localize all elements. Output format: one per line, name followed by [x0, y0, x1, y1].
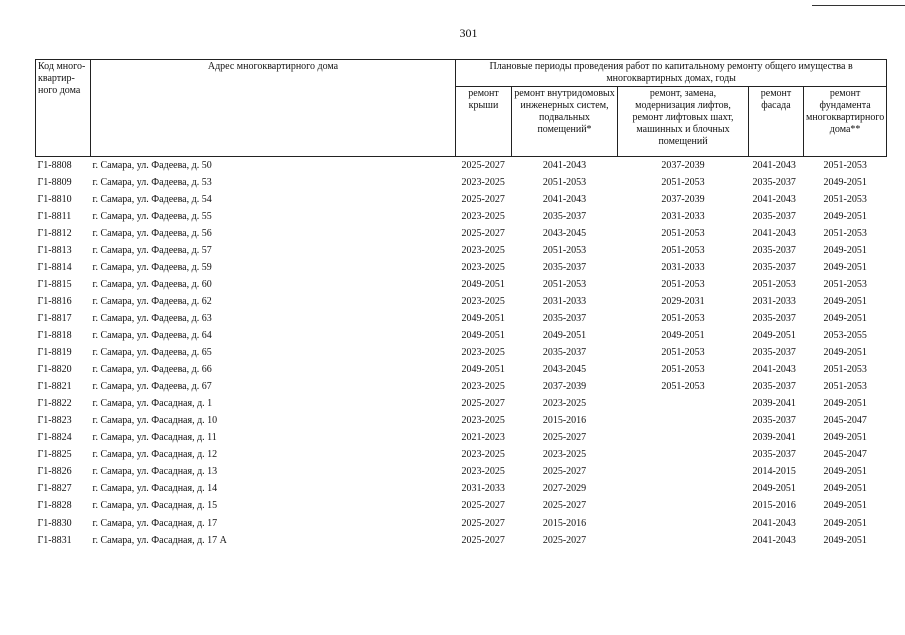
- cell-lift: 2029-2031: [661, 295, 705, 307]
- cell-engineering: 2015-2016: [542, 415, 587, 427]
- cell-engineering: 2023-2025: [542, 449, 587, 461]
- table-row: [36, 413, 887, 430]
- cell-code: Г1-8831: [37, 534, 72, 546]
- repair-schedule-table: [35, 59, 887, 549]
- cell-address: г. Самара, ул. Фадеева, д. 63: [92, 312, 212, 324]
- table-row: [36, 310, 887, 327]
- cell-address: г. Самара, ул. Фасадная, д. 10: [92, 415, 218, 427]
- cell-address: г. Самара, ул. Фасадная, д. 14: [92, 483, 218, 495]
- cell-roof: 2023-2025: [461, 295, 505, 307]
- cell-foundation: 2051-2053: [823, 159, 867, 171]
- cell-lift: [618, 413, 749, 430]
- cell-foundation: 2051-2053: [823, 193, 867, 205]
- cell-engineering: 2049-2051: [542, 329, 587, 341]
- cell-lift: 2051-2053: [661, 364, 705, 376]
- cell-lift: [618, 498, 749, 515]
- cell-lift: 2037-2039: [661, 159, 705, 171]
- cell-foundation: 2049-2051: [823, 261, 867, 273]
- cell-facade: 2041-2043: [752, 193, 796, 205]
- cell-facade: 2035-2037: [752, 381, 796, 393]
- cell-engineering: 2027-2029: [542, 483, 587, 495]
- cell-code: Г1-8830: [37, 517, 72, 529]
- cell-roof: 2021-2023: [461, 432, 505, 444]
- cell-address: г. Самара, ул. Фадеева, д. 56: [92, 227, 212, 239]
- cell-code: Г1-8822: [37, 398, 72, 410]
- cell-roof: 2023-2025: [461, 210, 505, 222]
- cell-engineering: 2025-2027: [542, 500, 587, 512]
- cell-address: г. Самара, ул. Фасадная, д. 17 А: [92, 534, 227, 546]
- cell-engineering: 2041-2043: [542, 193, 587, 205]
- cell-facade: 2041-2043: [752, 159, 796, 171]
- cell-facade: 2051-2053: [752, 278, 796, 290]
- cell-code: Г1-8825: [37, 449, 72, 461]
- header-address: Адрес многоквартирного дома: [91, 60, 456, 157]
- cell-foundation: 2045-2047: [823, 449, 867, 461]
- cell-code: Г1-8813: [37, 244, 72, 256]
- cell-code: Г1-8812: [37, 227, 72, 239]
- cell-roof: 2025-2027: [461, 159, 505, 171]
- cell-code: Г1-8827: [37, 483, 72, 495]
- cell-address: г. Самара, ул. Фадеева, д. 67: [92, 381, 212, 393]
- cell-address: г. Самара, ул. Фадеева, д. 50: [92, 159, 212, 171]
- cell-roof: 2025-2027: [461, 227, 505, 239]
- cell-foundation: 2049-2051: [823, 500, 867, 512]
- header-periods: Плановые периоды проведения работ по капитальному ремонту общего имущества в многоквартирных домах, годы: [456, 60, 887, 87]
- cell-facade: 2039-2041: [752, 432, 796, 444]
- table-row: [36, 157, 887, 175]
- cell-code: Г1-8823: [37, 415, 72, 427]
- cell-foundation: 2049-2051: [823, 176, 867, 188]
- cell-foundation: 2049-2051: [823, 210, 867, 222]
- cell-lift: [618, 396, 749, 413]
- table-row: [36, 191, 887, 208]
- cell-facade: 2035-2037: [752, 244, 796, 256]
- cell-engineering: 2025-2027: [542, 534, 587, 546]
- table-row: [36, 447, 887, 464]
- cell-code: Г1-8819: [37, 347, 72, 359]
- cell-facade: 2014-2015: [752, 466, 796, 478]
- cell-lift: [618, 430, 749, 447]
- cell-address: г. Самара, ул. Фадеева, д. 65: [92, 347, 212, 359]
- table-row: [36, 515, 887, 532]
- cell-engineering: 2031-2033: [542, 295, 587, 307]
- cell-engineering: 2035-2037: [542, 347, 587, 359]
- cell-foundation: 2049-2051: [823, 483, 867, 495]
- cell-lift: [618, 464, 749, 481]
- table-row: [36, 396, 887, 413]
- cell-address: г. Самара, ул. Фадеева, д. 64: [92, 329, 212, 341]
- table-row: [36, 225, 887, 242]
- table-row: [36, 276, 887, 293]
- cell-engineering: 2015-2016: [542, 517, 587, 529]
- table-row: [36, 259, 887, 276]
- table-row: [36, 327, 887, 344]
- cell-facade: 2041-2043: [752, 517, 796, 529]
- cell-facade: 2035-2037: [752, 415, 796, 427]
- cell-engineering: 2025-2027: [542, 432, 587, 444]
- cell-address: г. Самара, ул. Фадеева, д. 57: [92, 244, 212, 256]
- cell-roof: 2031-2033: [461, 483, 505, 495]
- cell-foundation: 2049-2051: [823, 312, 867, 324]
- cell-lift: 2051-2053: [661, 381, 705, 393]
- cell-foundation: 2049-2051: [823, 517, 867, 529]
- cell-address: г. Самара, ул. Фасадная, д. 1: [92, 398, 213, 410]
- cell-engineering: 2023-2025: [542, 398, 587, 410]
- cell-foundation: 2045-2047: [823, 415, 867, 427]
- cell-address: г. Самара, ул. Фасадная, д. 15: [92, 500, 218, 512]
- cell-foundation: 2049-2051: [823, 295, 867, 307]
- cell-engineering: 2051-2053: [542, 244, 587, 256]
- cell-code: Г1-8818: [37, 329, 72, 341]
- cell-lift: 2051-2053: [661, 176, 705, 188]
- cell-lift: 2031-2033: [661, 210, 705, 222]
- cell-code: Г1-8810: [37, 193, 72, 205]
- cell-roof: 2049-2051: [461, 312, 505, 324]
- header-lift: ремонт, замена, модернизация лифтов, ремонт лифтовых шахт, машинных и блочных помещений: [618, 87, 749, 157]
- header-facade: ремонт фасада: [749, 87, 804, 157]
- cell-facade: 2035-2037: [752, 176, 796, 188]
- cell-address: г. Самара, ул. Фадеева, д. 53: [92, 176, 212, 188]
- cell-facade: 2031-2033: [752, 295, 796, 307]
- table-row: [36, 464, 887, 481]
- header-code: Код много-квартир-ного дома: [36, 60, 91, 157]
- cell-lift: 2037-2039: [661, 193, 705, 205]
- cell-roof: 2023-2025: [461, 466, 505, 478]
- cell-code: Г1-8821: [37, 381, 72, 393]
- cell-lift: [618, 447, 749, 464]
- cell-roof: 2025-2027: [461, 534, 505, 546]
- cell-roof: 2025-2027: [461, 500, 505, 512]
- cell-code: Г1-8814: [37, 261, 72, 273]
- cell-roof: 2023-2025: [461, 244, 505, 256]
- cell-foundation: 2049-2051: [823, 534, 867, 546]
- cell-facade: 2041-2043: [752, 227, 796, 239]
- cell-facade: 2041-2043: [752, 534, 796, 546]
- cell-engineering: 2037-2039: [542, 381, 587, 393]
- cell-code: Г1-8815: [37, 278, 72, 290]
- cell-roof: 2023-2025: [461, 176, 505, 188]
- cell-roof: 2049-2051: [461, 364, 505, 376]
- table-row: [36, 498, 887, 515]
- table-row: [36, 293, 887, 310]
- cell-lift: 2051-2053: [661, 227, 705, 239]
- cell-lift: 2051-2053: [661, 347, 705, 359]
- cell-lift: 2051-2053: [661, 278, 705, 290]
- cell-lift: 2031-2033: [661, 261, 705, 273]
- cell-code: Г1-8820: [37, 364, 72, 376]
- cell-code: Г1-8808: [37, 159, 72, 171]
- cell-roof: 2049-2051: [461, 278, 505, 290]
- cell-foundation: 2051-2053: [823, 364, 867, 376]
- cell-lift: 2049-2051: [661, 329, 705, 341]
- cell-code: Г1-8816: [37, 295, 72, 307]
- cell-engineering: 2035-2037: [542, 210, 587, 222]
- cell-address: г. Самара, ул. Фадеева, д. 55: [92, 210, 212, 222]
- cell-code: Г1-8811: [37, 210, 72, 222]
- cell-foundation: 2051-2053: [823, 227, 867, 239]
- cell-roof: 2025-2027: [461, 398, 505, 410]
- cell-foundation: 2051-2053: [823, 381, 867, 393]
- cell-roof: 2023-2025: [461, 415, 505, 427]
- cell-code: Г1-8824: [37, 432, 72, 444]
- table-row: [36, 362, 887, 379]
- cell-foundation: 2053-2055: [823, 329, 867, 341]
- cell-address: г. Самара, ул. Фадеева, д. 66: [92, 364, 212, 376]
- header-engineering: ремонт внутридомовых инженерных систем, подвальных помещений*: [512, 87, 618, 157]
- cell-address: г. Самара, ул. Фасадная, д. 17: [92, 517, 218, 529]
- cell-engineering: 2035-2037: [542, 261, 587, 273]
- cell-engineering: 2043-2045: [542, 227, 587, 239]
- table-row: [36, 208, 887, 225]
- cell-address: г. Самара, ул. Фадеева, д. 60: [92, 278, 212, 290]
- cell-facade: 2049-2051: [752, 329, 796, 341]
- table-row: [36, 379, 887, 396]
- table-row: [36, 430, 887, 447]
- cell-roof: 2025-2027: [461, 517, 505, 529]
- cell-roof: 2023-2025: [461, 347, 505, 359]
- cell-address: г. Самара, ул. Фадеева, д. 59: [92, 261, 212, 273]
- table-row: [36, 481, 887, 498]
- cell-engineering: 2041-2043: [542, 159, 587, 171]
- cell-facade: 2035-2037: [752, 449, 796, 461]
- cell-lift: 2051-2053: [661, 312, 705, 324]
- cell-foundation: 2049-2051: [823, 398, 867, 410]
- page-number: 301: [459, 26, 478, 40]
- cell-address: г. Самара, ул. Фадеева, д. 54: [92, 193, 212, 205]
- cell-foundation: 2049-2051: [823, 466, 867, 478]
- table-row: [36, 345, 887, 362]
- top-rule: [812, 5, 905, 6]
- cell-code: Г1-8809: [37, 176, 72, 188]
- cell-roof: 2049-2051: [461, 329, 505, 341]
- cell-foundation: 2049-2051: [823, 432, 867, 444]
- cell-facade: 2035-2037: [752, 347, 796, 359]
- cell-facade: 2035-2037: [752, 261, 796, 273]
- cell-facade: 2049-2051: [752, 483, 796, 495]
- cell-code: Г1-8828: [37, 500, 72, 512]
- cell-foundation: 2049-2051: [823, 347, 867, 359]
- cell-engineering: 2035-2037: [542, 312, 587, 324]
- cell-facade: 2015-2016: [752, 500, 796, 512]
- table-body: [36, 157, 887, 550]
- table-row: [36, 242, 887, 259]
- cell-lift: [618, 532, 749, 549]
- cell-engineering: 2051-2053: [542, 278, 587, 290]
- cell-facade: 2041-2043: [752, 364, 796, 376]
- cell-address: г. Самара, ул. Фасадная, д. 13: [92, 466, 218, 478]
- header-roof: ремонт крыши: [456, 87, 512, 157]
- cell-lift: [618, 481, 749, 498]
- cell-engineering: 2043-2045: [542, 364, 587, 376]
- cell-roof: 2023-2025: [461, 449, 505, 461]
- cell-engineering: 2025-2027: [542, 466, 587, 478]
- cell-address: г. Самара, ул. Фасадная, д. 11: [92, 432, 217, 444]
- cell-facade: 2039-2041: [752, 398, 796, 410]
- cell-lift: [618, 515, 749, 532]
- cell-roof: 2023-2025: [461, 261, 505, 273]
- cell-facade: 2035-2037: [752, 210, 796, 222]
- cell-code: Г1-8826: [37, 466, 72, 478]
- table-row: [36, 532, 887, 549]
- cell-engineering: 2051-2053: [542, 176, 587, 188]
- cell-address: г. Самара, ул. Фасадная, д. 12: [92, 449, 218, 461]
- cell-address: г. Самара, ул. Фадеева, д. 62: [92, 295, 212, 307]
- header-foundation: ремонт фундамента многоквартирного дома**: [804, 87, 887, 157]
- cell-code: Г1-8817: [37, 312, 72, 324]
- cell-roof: 2023-2025: [461, 381, 505, 393]
- cell-foundation: 2049-2051: [823, 244, 867, 256]
- cell-foundation: 2051-2053: [823, 278, 867, 290]
- table-row: [36, 174, 887, 191]
- cell-facade: 2035-2037: [752, 312, 796, 324]
- cell-roof: 2025-2027: [461, 193, 505, 205]
- cell-lift: 2051-2053: [661, 244, 705, 256]
